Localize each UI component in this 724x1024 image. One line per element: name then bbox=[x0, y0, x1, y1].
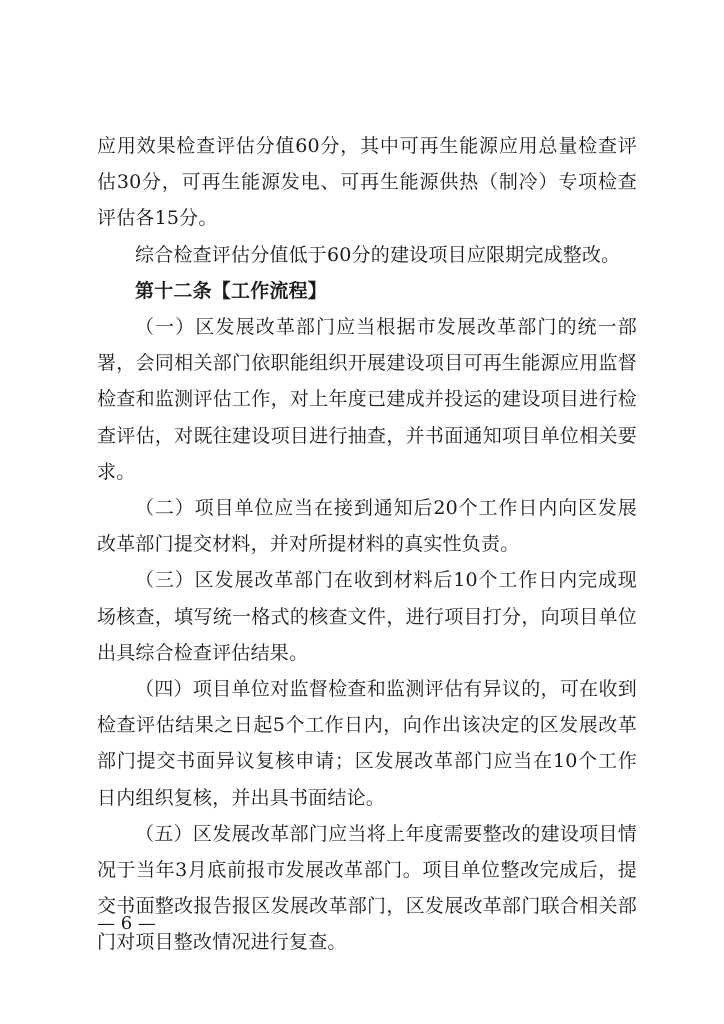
paragraph-step-4: （四）项目单位对监督检查和监测评估有异议的，可在收到检查评估结果之日起5个工作日内，向作出该决定的区发展改革部门提交书面异议复核申请；区发展改革部门应当在10个工作日内组织复核，并出具书面结论。 bbox=[97, 678, 637, 809]
paragraph-continuation: 应用效果检查评估分值60分，其中可再生能源应用总量检查评估30分，可再生能源发电、可再生能源供热（制冷）专项检查评估各15分。 bbox=[97, 135, 637, 230]
paragraph-step-2: （二）项目单位应当在接到通知后20个工作日内向区发展改革部门提交材料，并对所提材料的真实性负责。 bbox=[97, 497, 637, 556]
body-text bbox=[97, 128, 637, 961]
paragraph-step-3: （三）区发展改革部门在收到材料后10个工作日内完成现场核查，填写统一格式的核查文件，进行项目打分，向项目单位出具综合检查评估结果。 bbox=[97, 569, 637, 664]
paragraph-step-1: （一）区发展改革部门应当根据市发展改革部门的统一部署，会同相关部门依职能组织开展建设项目可再生能源应用监督检查和监测评估工作，对上年度已建成并投运的建设项目进行检查评估，对既往建设项目进行抽查，并书面通知项目单位相关要求。 bbox=[97, 316, 637, 483]
article-heading: 第十二条【工作流程】 bbox=[135, 279, 328, 302]
paragraph-threshold: 综合检查评估分值低于60分的建设项目应限期完成整改。 bbox=[135, 243, 621, 266]
paragraph-step-5: （五）区发展改革部门应当将上年度需要整改的建设项目情况于当年3月底前报市发展改革部门。项目单位整改完成后，提交书面整改报告报区发展改革部门，区发展改革部门联合相关部门对项目整改情况进行复查。 bbox=[97, 822, 637, 954]
page-number: — 6 — bbox=[97, 913, 156, 934]
